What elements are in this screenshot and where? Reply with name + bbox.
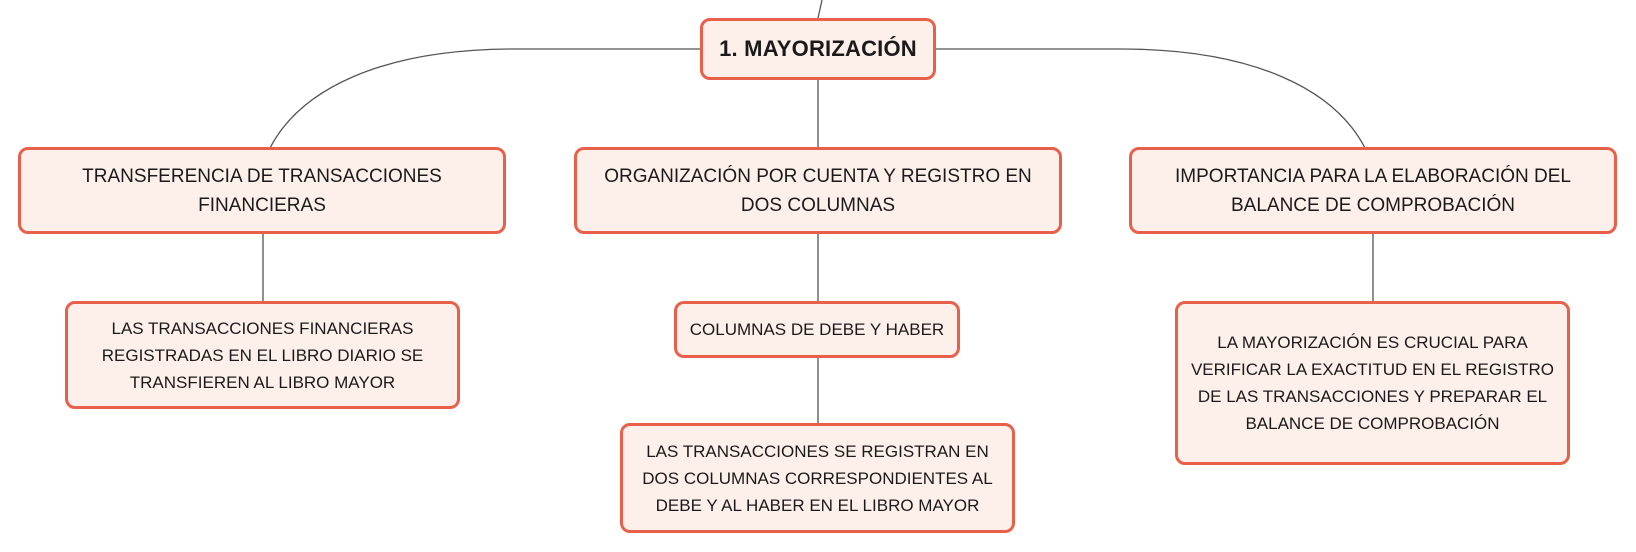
child-node-label: COLUMNAS DE DEBE Y HABER bbox=[689, 320, 945, 339]
branch-node-label: ORGANIZACIÓN POR CUENTA Y REGISTRO EN DOS COLUMNAS bbox=[604, 165, 1032, 216]
child-node-importancia-detalle[interactable] bbox=[1175, 301, 1570, 465]
branch-node-label: IMPORTANCIA PARA LA ELABORACIÓN DEL BALANCE DE COMPROBACIÓN bbox=[1175, 165, 1571, 216]
child-node-registro-dos-columnas[interactable] bbox=[620, 423, 1015, 533]
branch-node-transferencia[interactable] bbox=[18, 147, 506, 234]
child-node-label: LAS TRANSACCIONES SE REGISTRAN EN DOS COLUMNAS CORRESPONDIENTES AL DEBE Y AL HABER EN EL LIBRO MAYOR bbox=[642, 441, 993, 515]
connector-parent-incoming bbox=[818, 0, 822, 18]
connector-root-branch-3 bbox=[935, 49, 1365, 148]
child-node-label: LAS TRANSACCIONES FINANCIERAS REGISTRADAS EN EL LIBRO DIARIO SE TRANSFIEREN AL LIBRO MAYOR bbox=[101, 318, 424, 392]
child-node-transferencia-detalle[interactable] bbox=[65, 301, 460, 409]
branch-node-organizacion[interactable] bbox=[574, 147, 1062, 234]
branch-node-label: TRANSFERENCIA DE TRANSACCIONES FINANCIERAS bbox=[82, 165, 442, 216]
child-node-label: LA MAYORIZACIÓN ES CRUCIAL PARA VERIFICAR LA EXACTITUD EN EL REGISTRO DE LAS TRANSACCIONES Y PREPARAR EL BALANCE DE COMPROBACIÓN bbox=[1190, 333, 1555, 433]
connector-root-branch-1 bbox=[270, 49, 700, 148]
child-node-columnas-debe-haber[interactable] bbox=[674, 301, 960, 358]
root-node-label: 1. MAYORIZACIÓN bbox=[719, 36, 917, 61]
branch-node-importancia[interactable] bbox=[1129, 147, 1617, 234]
root-node[interactable] bbox=[700, 18, 936, 80]
